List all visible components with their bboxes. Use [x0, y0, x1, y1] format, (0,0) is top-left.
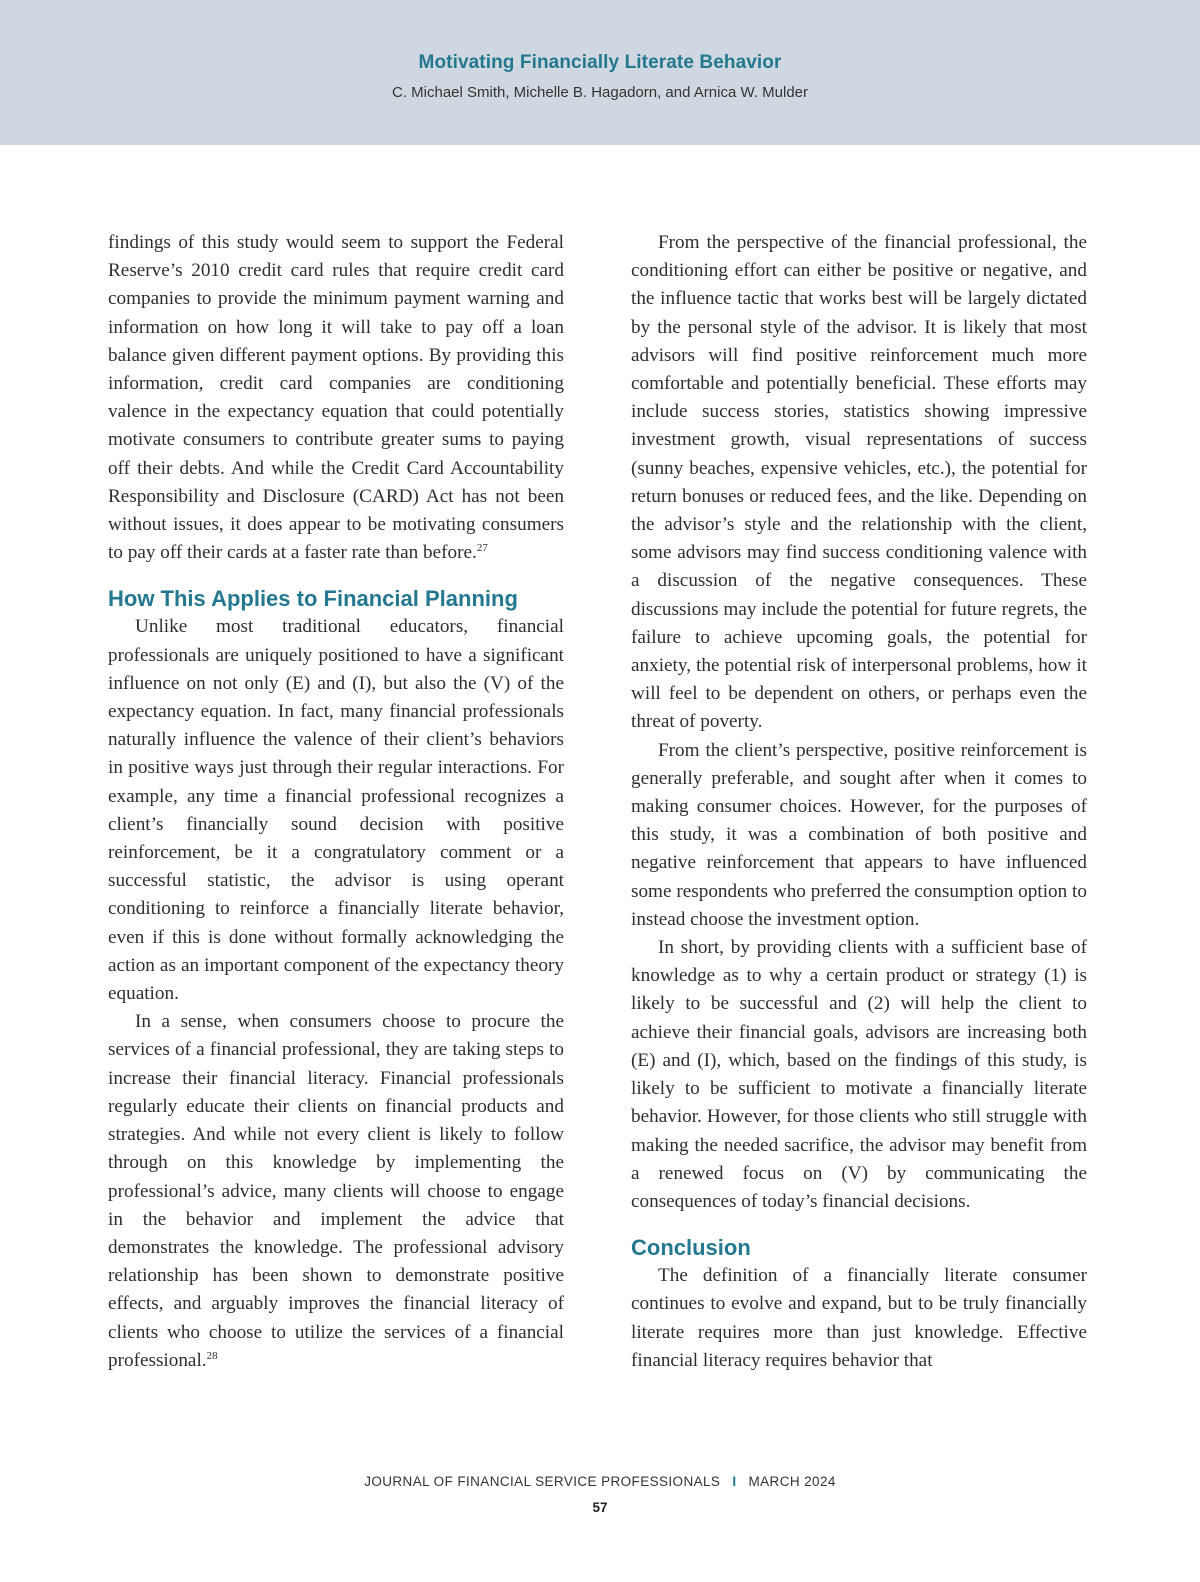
paragraph: The definition of a financially literate consumer continues to evolve and expand, but to be truly financially literate requires more than just knowledge. Effective financial literacy requires behavior that [631, 1265, 1087, 1371]
left-column [108, 229, 564, 1375]
paragraph-text: findings of this study would seem to support the Federal Reserve’s 2010 credit card rules that require credit card companies to provide the minimum payment warning and information on how long it will take to pay off a loan balance given different payment options. By providing this information, credit card companies are conditioning valence in the expectancy equation that could potentially motivate consumers to contribute greater sums to paying off their debts. And while the Credit Card Accountability Responsibility and Disclosure (CARD) Act has not been without issues, it does appear to be motivating consumers to pay off their cards at a faster rate than before. [108, 232, 564, 564]
page-number: 57 [592, 1500, 608, 1515]
article-title: Motivating Financially Literate Behavior [418, 52, 782, 73]
journal-name: JOURNAL OF FINANCIAL SERVICE PROFESSIONALS [364, 1474, 721, 1489]
article-authors: C. Michael Smith, Michelle B. Hagadorn, and Arnica W. Mulder [391, 84, 808, 101]
right-column [631, 229, 1087, 1375]
footnote-ref: 27 [476, 542, 488, 555]
issue-date: MARCH 2024 [748, 1474, 836, 1489]
paragraph [108, 1008, 564, 1375]
paragraph: In short, by providing clients with a sufficient base of knowledge as to why a certain product or strategy (1) is likely to be successful and (2) will help the client to achieve their financial goals, advisors are increasing both (E) and (I), which, based on the findings of this study, is likely to be sufficient to motivate a financially literate behavior. However, for those clients who still struggle with making the needed sacrifice, the advisor may benefit from a renewed focus on (V) by communicating the consequences of today’s financial decisions. [631, 937, 1087, 1212]
section-heading: Conclusion [631, 1235, 751, 1261]
running-header [0, 0, 1200, 145]
footnote-ref: 28 [206, 1349, 218, 1362]
paragraph-text: In a sense, when consumers choose to procure the services of a financial professional, they are taking steps to increase their financial literacy. Financial professionals regularly educate their clients on financial products and strategies. And while not every client is likely to follow through on this knowledge by implementing the professional’s advice, many clients will choose to engage in the behavior and implement the advice that demonstrates the knowledge. The professional advisory relationship has been shown to demonstrate positive effects, and arguably improves the financial literacy of clients who choose to utilize the services of a financial professional. [108, 1011, 564, 1371]
section-heading: How This Applies to Financial Planning [108, 586, 518, 612]
footer-separator: I [732, 1474, 737, 1489]
paragraph: From the perspective of the financial professional, the conditioning effort can either be positive or negative, and the influence tactic that works best will be largely dictated by the personal style of the advisor. It is likely that most advisors will find positive reinforcement much more comfortable and potentially beneficial. These efforts may include success stories, statistics showing impressive investment growth, visual representations of success (sunny beaches, expensive vehicles, etc.), the potential for return bonuses or reduced fees, and the like. Depending on the advisor’s style and the relationship with the client, some advisors may find success conditioning valence with a discussion of the negative consequences. These discussions may include the potential for future regrets, the failure to achieve upcoming goals, the potential for anxiety, the potential risk of interpersonal problems, how it will feel to be dependent on others, or perhaps even the threat of poverty. [631, 232, 1087, 733]
paragraph: From the client’s perspective, positive reinforcement is generally preferable, and sought after when it comes to making consumer choices. However, for the purposes of this study, it was a combination of both positive and negative reinforcement that appears to have influenced some respondents who preferred the consumption option to instead choose the investment option. [631, 739, 1087, 930]
paragraph: Unlike most traditional educators, financial professionals are uniquely positioned to have a significant influence on not only (E) and (I), but also the (V) of the expectancy equation. In fact, many financial professionals naturally influence the valence of their client’s behaviors in positive ways just through their regular interactions. For example, any time a financial professional recognizes a client’s financially sound decision with positive reinforcement, be it a congratulatory comment or a successful statistic, the advisor is using operant conditioning to reinforce a financially literate behavior, even if this is done without formally acknowledging the action as an important component of the expectancy theory equation. [108, 616, 564, 1005]
paragraph [108, 229, 564, 567]
page-footer [0, 1474, 1200, 1489]
